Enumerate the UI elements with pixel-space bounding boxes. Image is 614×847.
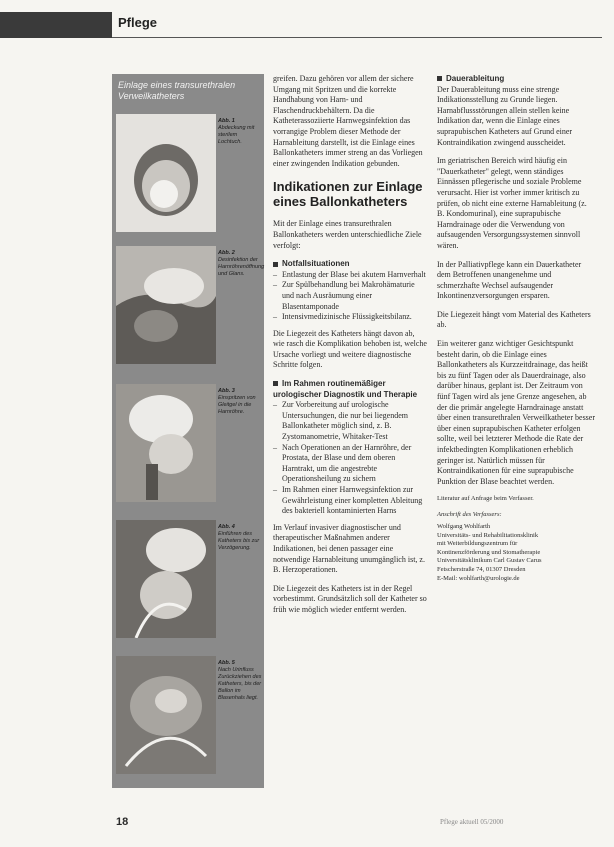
photo-5 — [116, 656, 216, 774]
paragraph: In der Palliativpflege kann ein Dauerkatheter dem Betroffenen unangenehme und schmerzhafte Wechsel aufsaugender Inkontinenzversorgungen ersparen. — [437, 259, 582, 301]
text-column-3 — [437, 74, 595, 583]
paragraph: Im Verlauf invasiver diagnostischer und therapeutischer Maßnahmen anderer Indikationen, bei denen passager eine notwendige Harnableitung unumgänglich ist, z. B. Herzoperationen. — [273, 522, 425, 575]
photo-1 — [116, 114, 216, 232]
figure-3 — [112, 384, 264, 502]
figure-4 — [112, 520, 264, 638]
figure-1 — [112, 114, 264, 232]
author-line: Universitätsklinikum Carl Gustav Carus — [437, 557, 542, 565]
list-item: – Nach Operationen an der Harnröhre, der Prostata, der Blase und dem oberen Harntrakt, um die angestrebte Operationsheilung zu sichern — [282, 443, 428, 485]
paragraph: Die Liegezeit des Katheters ist in der Regel vorbestimmt. Grundsätzlich soll der Katheter so früh wie möglich wieder entfernt werden. — [273, 583, 427, 614]
author-line: Wolfgang Wohlfarth — [437, 522, 491, 530]
paragraph: Ein weiterer ganz wichtiger Gesichtspunkt besteht darin, ob die Einlage eines Ballonkatheters als Kurzzeitdrainage, das heißt bis zu fünf Tagen oder als Dauerdrainage, also darüber hinaus, geplant ist. Der Zeitraum von fünf Tagen wird als jene Grenze angesehen, ab der die primär angelegte Harndrainage anstatt über einen transurethralen Verweilkatheter besser über einen suprapubischen Katheter erfolgen sollte, weil bei letzterer Methode die Rate der infektbedingten Komplikationen erheblich geringer ist. Natürlich müssen für Kontraindikationen für eine suprapubische Punktion der Blase beachtet werden. — [437, 339, 596, 486]
literature-note: Literatur auf Anfrage beim Verfasser. — [437, 495, 534, 503]
panel-title: Einlage eines transurethralen Verweilkatheters — [118, 80, 236, 101]
paragraph: Im geriatrischen Bereich wird häufig ein "Dauerkatheter" gelegt, wenn ständiges Einnässen pflegerische und soziale Probleme verursacht. Hier ist vorher immer kritisch zu prüfen, ob nicht eine externe Harnableitung (z. B. Kondomurinal), eine suprapubische Harndrainage oder die Verwendung von aufsaugenden Versorgungssystemen sinnvoll wären. — [437, 156, 587, 250]
page-number: 18 — [116, 816, 129, 828]
paragraph: Der Dauerableitung muss eine strenge Indikationsstellung zu Grunde liegen. Harnabflussstörungen allein stellen keine Indikation dar, wenn die Einlage eines suprapubischen Katheters auf Grund einer Kontraindikation zwingend ausscheidet. — [437, 84, 573, 147]
photo-3 — [116, 384, 216, 502]
caption-4: Abb. 4 Einführen des Katheters bis zur Verzögerung. — [218, 524, 260, 551]
subsection-notfall: Notfallsituationen — [273, 259, 428, 270]
header-block — [0, 12, 112, 38]
author-line: Kontinenzförderung und Stomatherapie — [437, 548, 541, 556]
author-line: E-Mail: wohlfarth@urologie.de — [437, 574, 520, 582]
caption-1: Abb. 1 Abdeckung mit sterilem Lochtuch. — [218, 118, 255, 145]
paragraph: Die Liegezeit hängt vom Material des Katheters ab. — [437, 309, 591, 330]
list-item: – Intensivmedizinische Flüssigkeitsbilanz. — [282, 312, 428, 323]
figure-2 — [112, 246, 264, 364]
caption-5: Abb. 5 Nach Urinfluss Zurückziehen des Katheters, bis der Ballon im Blasenhals liegt. — [218, 660, 262, 701]
author-line: Universitäts- und Rehabilitationsklinik — [437, 531, 539, 539]
figure-5 — [112, 656, 264, 774]
list-item: – Zur Spülbehandlung bei Makrohämaturie und nach Ausräumung einer Blasentamponade — [282, 280, 428, 312]
routine-list — [273, 400, 428, 517]
author-address — [437, 511, 595, 583]
author-title: Anschrift des Verfassers: — [437, 511, 502, 519]
subsection-routine: Im Rahmen routinemäßiger urologischer Diagnostik und Therapie — [273, 379, 428, 400]
section-title: Pflege — [118, 15, 158, 30]
lead-paragraph: Mit der Einlage eines transurethralen Ballonkatheters werden unterschiedliche Ziele verfolgt: — [273, 219, 422, 250]
photo-4 — [116, 520, 216, 638]
page-header — [0, 12, 614, 38]
list-item: – Entlastung der Blase bei akutem Harnverhalt — [282, 270, 428, 281]
photo-2 — [116, 246, 216, 364]
text-column-2 — [273, 74, 428, 624]
figure-panel — [112, 74, 264, 788]
header-rule — [112, 37, 602, 38]
intro-paragraph: greifen. Dazu gehören vor allem der sichere Umgang mit Spritzen und die korrekte Handhabung von Harn- und Flaschendruckbehältern. Da die Katheterassoziierte Harnwegsinfektion das vorrangige Problem dieser Methode der Harnableitung darstellt, ist die Einlage eines Ballonkatheters immer streng an das Vorliegen einer zwingenden Indikation gebunden. — [273, 74, 423, 168]
caption-3: Abb. 3 Einspritzen von Gleitgel in die Harnröhre. — [218, 388, 256, 415]
footer-source: Pflege aktuell 05/2000 — [440, 818, 504, 826]
subsection-dauer: Dauerableitung — [437, 74, 595, 85]
list-item: – Zur Vorbereitung auf urologische Untersuchungen, die nur bei liegendem Ballonkatheter möglich sind, z. B. Zystomanometrie, Whitaker-Test — [282, 400, 428, 442]
author-line: Fetscherstraße 74, 01307 Dresden — [437, 565, 526, 573]
paragraph: Die Liegezeit des Katheters hängt davon ab, wie rasch die Komplikation behoben ist, welche Ursache vorliegt und weitere diagnostische Schritte folgen. — [273, 328, 427, 370]
author-line: mit Weiterbildungszentrum für — [437, 540, 518, 548]
list-item: – Im Rahmen einer Harnwegsinfektion zur Gewährleistung einer kompletten Ableitung des bakteriell kontaminierten Harns — [282, 485, 428, 517]
section-heading: Indikationen zur Einlage eines Ballonkatheters — [273, 179, 423, 210]
notfall-list — [273, 270, 428, 323]
caption-2: Abb. 2 Desinfektion der Harnröhrenöffnung und Glans. — [218, 250, 265, 277]
